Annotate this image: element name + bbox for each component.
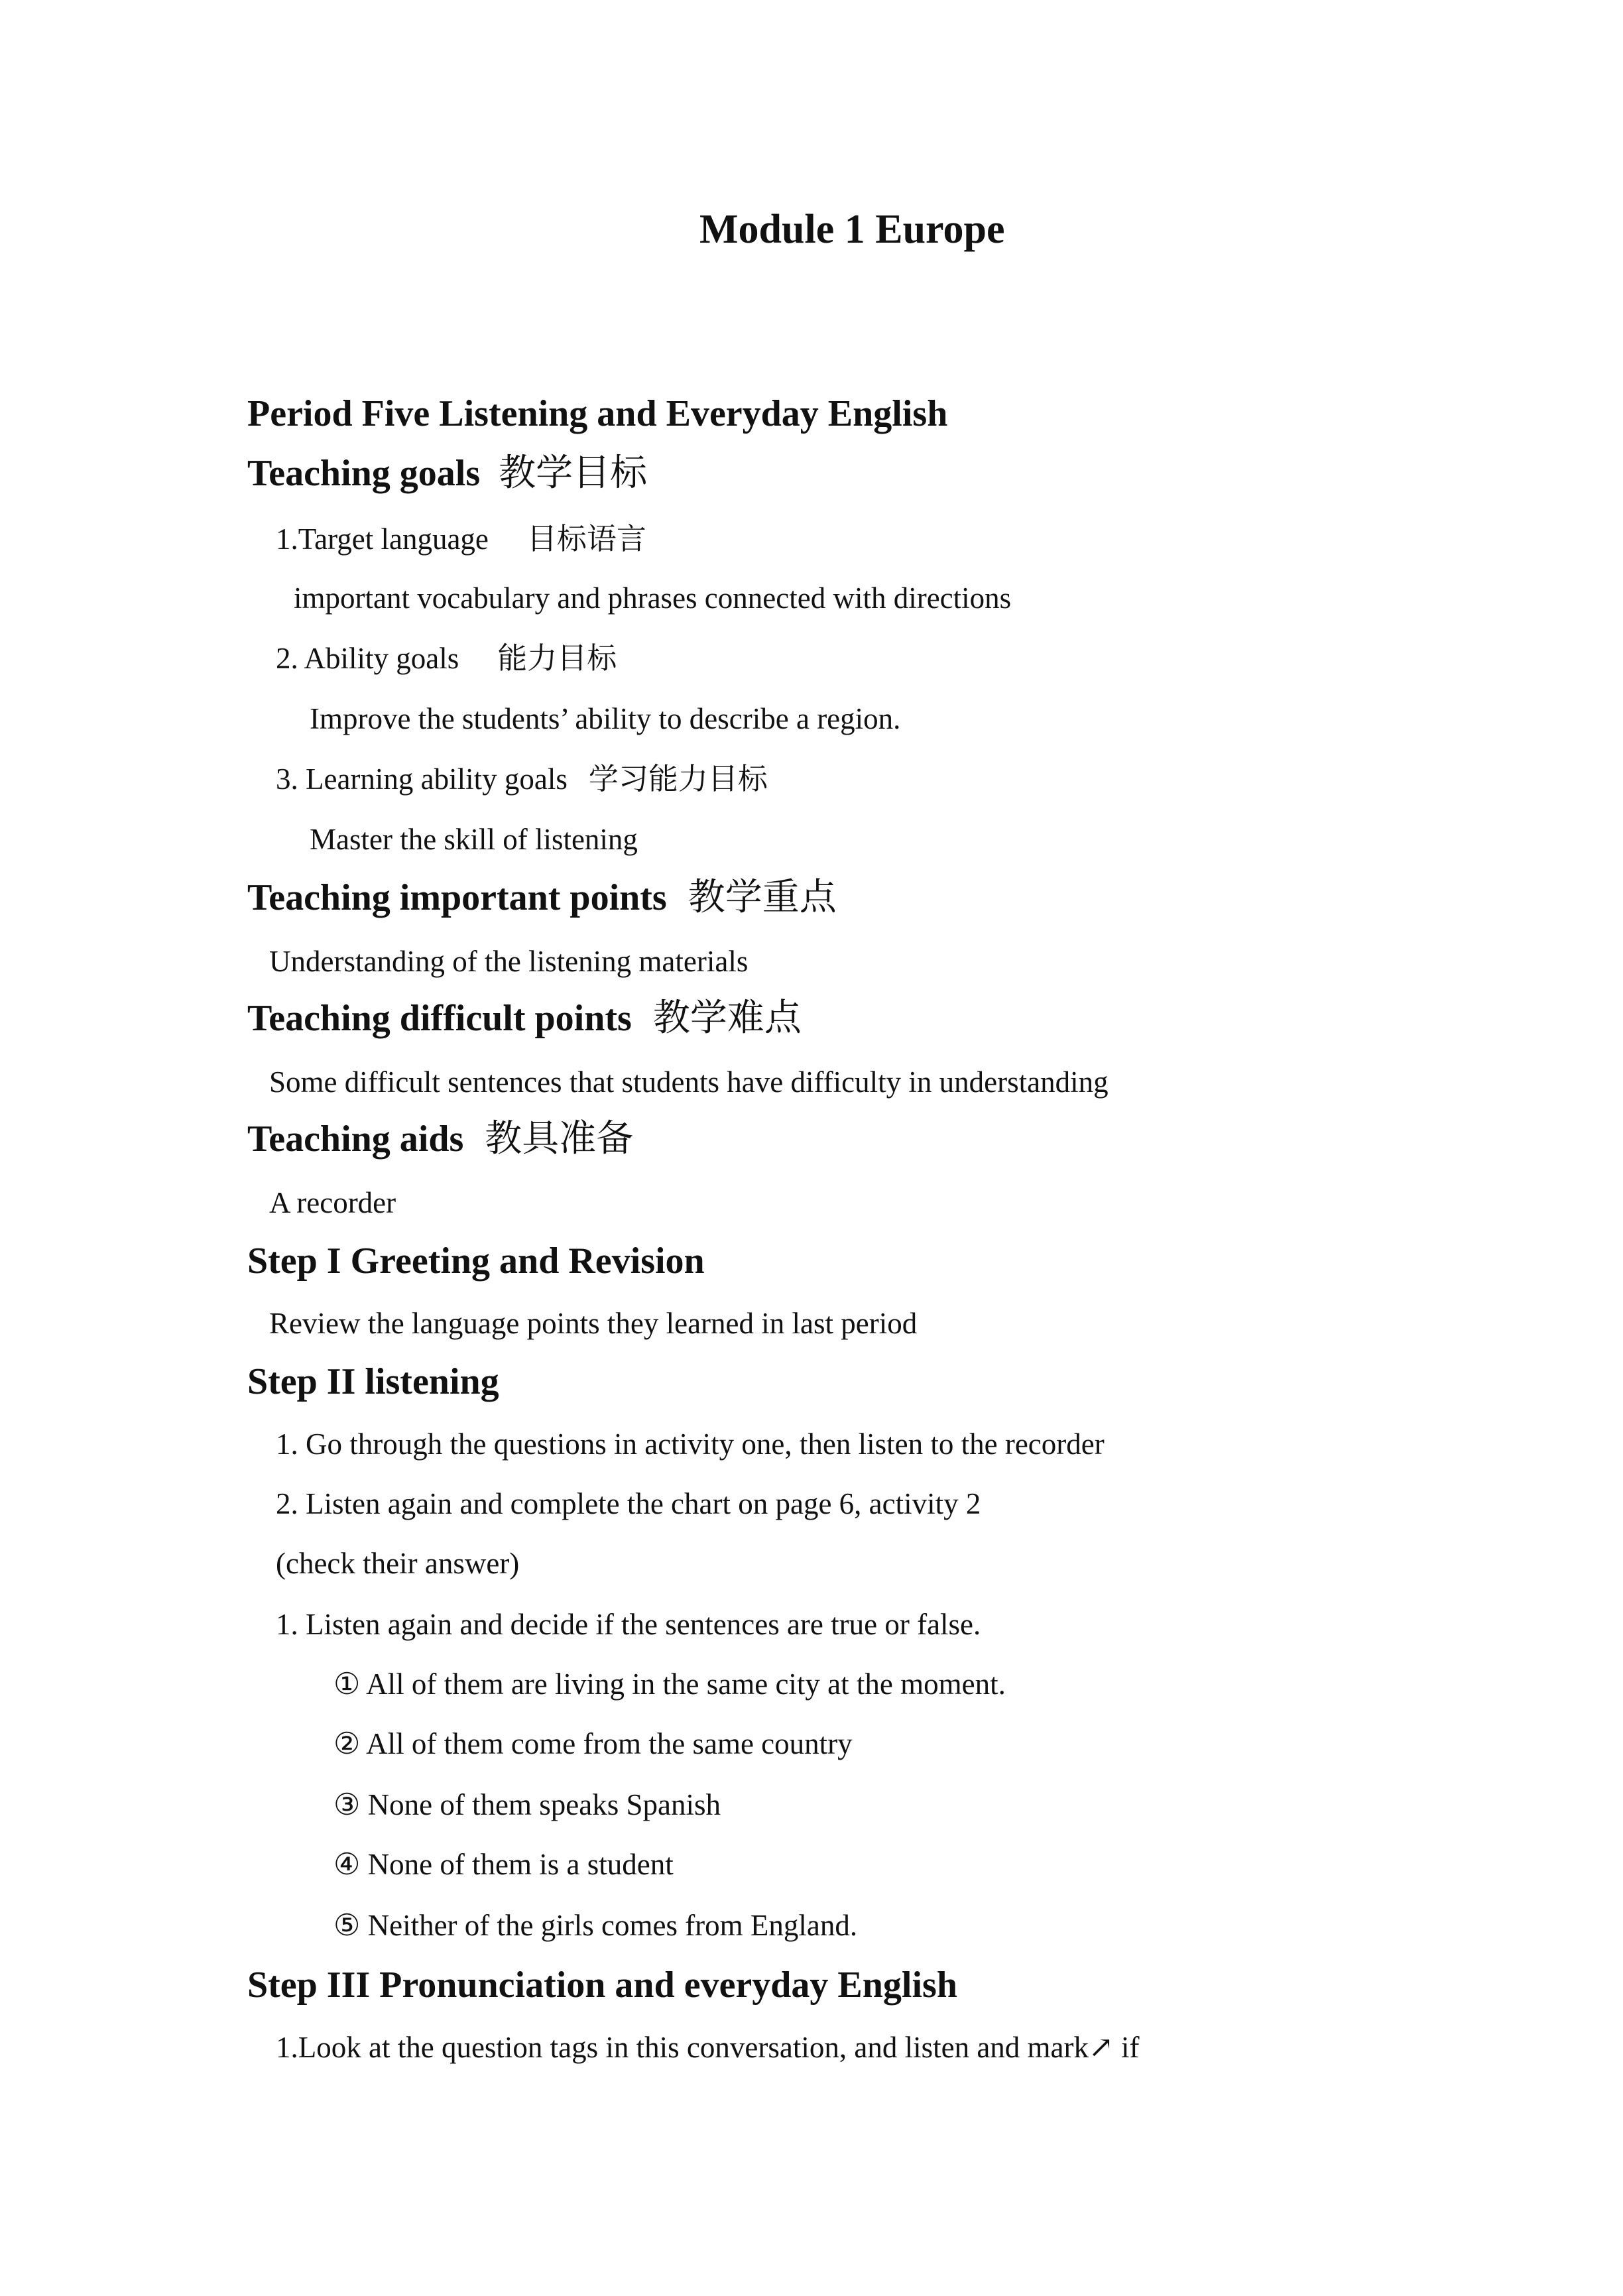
teaching-aids-heading (247, 1117, 634, 1160)
difficult-points-heading-cn: 教学难点 (652, 997, 802, 1040)
teaching-aids-heading-en: Teaching aids (247, 1118, 464, 1160)
step-2-heading: Step II listening (247, 1361, 499, 1402)
step-1-heading: Step I Greeting and Revision (247, 1240, 705, 1282)
step-3-heading: Step III Pronunciation and everyday English (247, 1964, 957, 2006)
teaching-goals-heading (247, 452, 648, 495)
goal-item-2-cn: 能力目标 (497, 640, 617, 676)
true-false-sentence-4: ④ None of them is a student (333, 1848, 674, 1881)
step-1-detail: Review the language points they learned in last period (269, 1307, 918, 1340)
important-points-heading-cn: 教学重点 (688, 876, 837, 919)
true-false-sentence-1: ① All of them are living in the same city at the moment. (333, 1667, 1006, 1701)
important-points-detail: Understanding of the listening materials (269, 945, 749, 978)
goal-item-1 (276, 521, 646, 556)
period-heading: Period Five Listening and Everyday English (247, 393, 948, 434)
teaching-goals-heading-cn: 教学目标 (499, 452, 648, 495)
goal-item-3 (276, 761, 768, 796)
teaching-aids-heading-cn: 教具准备 (485, 1117, 634, 1160)
goal-item-3-label: 3. Learning ability goals (276, 762, 568, 796)
important-points-heading-en: Teaching important points (247, 877, 667, 918)
document-title: Module 1 Europe (699, 207, 1005, 252)
goal-item-2-label: 2. Ability goals (276, 642, 459, 675)
teaching-goals-heading-en: Teaching goals (247, 453, 481, 494)
goal-item-2 (276, 640, 617, 676)
teaching-aids-detail: A recorder (269, 1186, 396, 1219)
goal-item-1-cn: 目标语言 (526, 521, 646, 556)
step-2-line-3: (check their answer) (276, 1547, 520, 1580)
goal-item-3-cn: 学习能力目标 (588, 761, 768, 796)
goal-item-1-label: 1.Target language (276, 522, 489, 556)
goal-item-2-detail: Improve the students’ ability to describe a region. (310, 702, 901, 735)
true-false-sentence-5: ⑤ Neither of the girls comes from England. (333, 1909, 858, 1942)
step-3-line-1: 1.Look at the question tags in this conversation, and listen and mark↗ if (276, 2031, 1140, 2064)
step-2-line-4: 1. Listen again and decide if the sentences are true or false. (276, 1608, 981, 1641)
true-false-sentence-3: ③ None of them speaks Spanish (333, 1788, 721, 1821)
important-points-heading (247, 876, 837, 919)
step-2-line-1: 1. Go through the questions in activity one, then listen to the recorder (276, 1427, 1105, 1461)
difficult-points-detail: Some difficult sentences that students have difficulty in understanding (269, 1065, 1109, 1099)
difficult-points-heading-en: Teaching difficult points (247, 998, 632, 1039)
step-2-line-2: 2. Listen again and complete the chart on page 6, activity 2 (276, 1487, 981, 1520)
goal-item-3-detail: Master the skill of listening (310, 823, 638, 856)
goal-item-1-detail: important vocabulary and phrases connected with directions (294, 581, 1012, 615)
true-false-sentence-2: ② All of them come from the same country (333, 1727, 853, 1760)
difficult-points-heading (247, 997, 802, 1040)
